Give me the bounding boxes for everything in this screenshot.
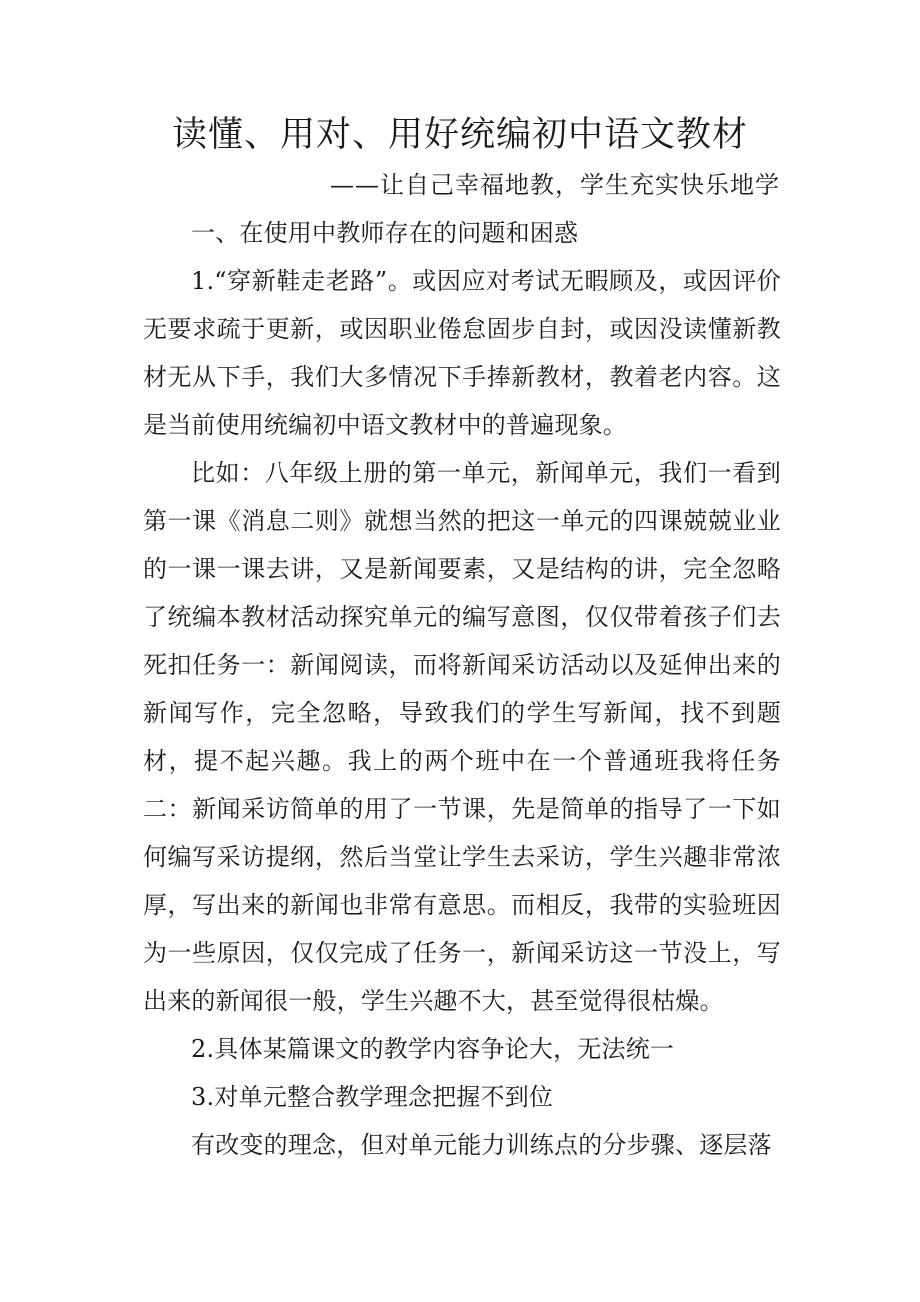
paragraph: 有改变的理念，但对单元能力训练点的分步骤、逐层落 — [191, 1131, 772, 1159]
document-title: 读懂、用对、用好统编初中语文教材 — [171, 115, 748, 155]
document-subtitle: ——让自己幸福地教，学生充实快乐地学 — [330, 171, 780, 199]
paragraph: 2.具体某篇课文的教学内容争论大，无法统一 — [191, 1035, 675, 1063]
paragraph: 比如：八年级上册的第一单元，新闻单元，我们一看到第一课《消息二则》就想当然的把这一单元的四课兢兢业业的一课一课去讲，又是新闻要素，又是结构的讲，完全忽略了统编本教材活动探究单元的编写意图，仅仅带着孩子们去死扣任务一：新闻阅读，而将新闻采访活动以及延伸出来的新闻写作，完全忽略，导致我们的学生写新闻，找不到题材，提不起兴趣。我上的两个班中在一个普通班我将任务二：新闻采访简单的用了一节课，先是简单的指导了一下如何编写采访提纲，然后当堂让学生去采访，学生兴趣非常浓厚，写出来的新闻也非常有意思。而相反，我带的实验班因为一些原因，仅仅完成了任务一，新闻采访这一节没上，写出来的新闻很一般，学生兴趣不大，甚至觉得很枯燥。 — [143, 459, 781, 1015]
document-body — [143, 209, 781, 1169]
paragraph: 1.“穿新鞋走老路”。或因应对考试无暇顾及，或因评价无要求疏于更新，或因职业倦怠固步自封，或因没读懂新教材无从下手，我们大多情况下手捧新教材，教着老内容。这是当前使用统编初中语文教材中的普遍现象。 — [143, 267, 781, 439]
paragraph: 3.对单元整合教学理念把握不到位 — [191, 1083, 554, 1111]
section-heading: 一、在使用中教师存在的问题和困惑 — [191, 219, 579, 247]
